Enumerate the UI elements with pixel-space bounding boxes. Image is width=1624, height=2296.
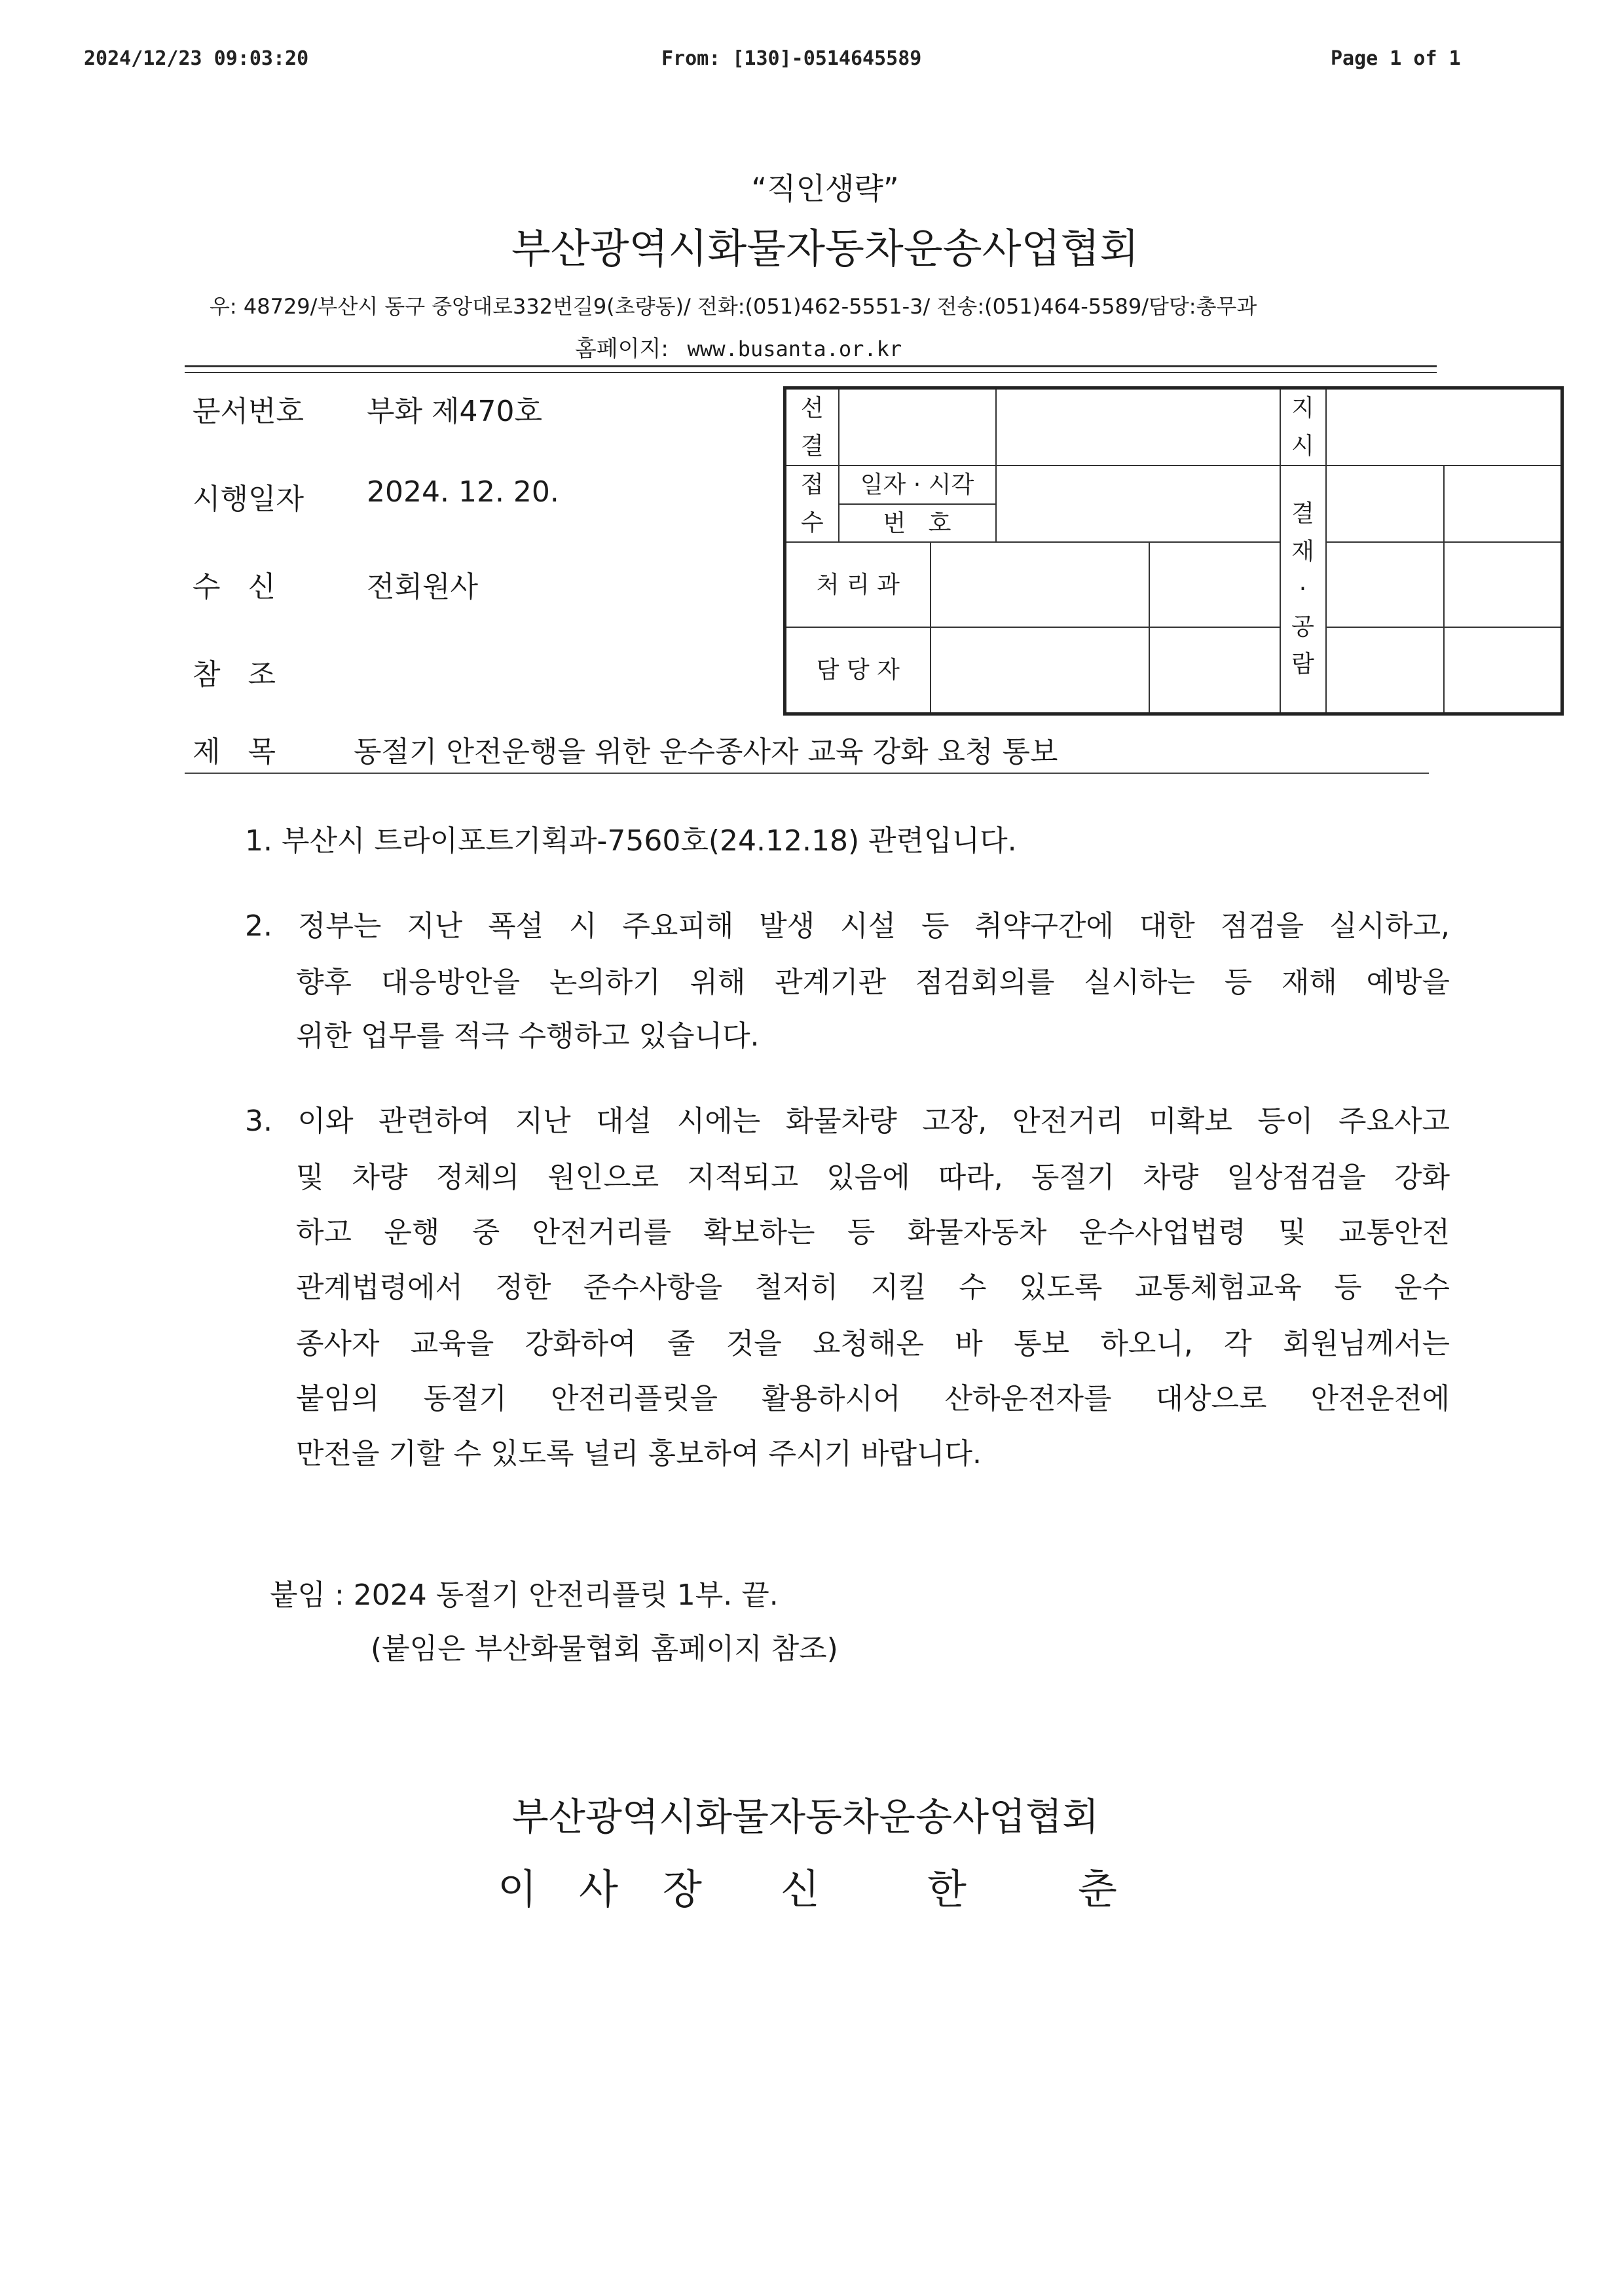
title-char-3: 장 — [663, 1865, 702, 1913]
body-item-3-line-7: 만전을 기할 수 있도록 널리 홍보하여 주시기 바랍니다. — [296, 1437, 982, 1470]
approval-box — [783, 386, 1564, 716]
name-char-3: 춘 — [1078, 1865, 1117, 1913]
homepage-line — [575, 331, 902, 363]
processing-dept-cell — [931, 542, 1149, 627]
body-item-3-line-2: 및 차량 정체의 원인으로 지적되고 있음에 따라, 동절기 차량 일상점검을 강화 — [296, 1161, 1450, 1194]
header-rule-bottom — [185, 372, 1437, 373]
signature-organization: 부산광역시화물자동차운송사업협회 — [511, 1795, 1099, 1839]
subject-rule — [185, 773, 1429, 774]
seongyeol-cell-2 — [996, 388, 1280, 466]
approval-cell-2a — [1326, 542, 1444, 627]
header-rule-top — [185, 365, 1437, 367]
name-char-1: 신 — [781, 1865, 820, 1913]
instruction-label: 지 시 — [1280, 388, 1326, 466]
recipient-value: 전회원사 — [367, 570, 479, 604]
person-in-charge-cell-2 — [1149, 627, 1280, 714]
approval-cell-1b — [1444, 465, 1562, 542]
approval-cell-1a — [1326, 465, 1444, 542]
date-label: 시행일자 — [193, 483, 304, 516]
person-in-charge-cell — [931, 627, 1149, 714]
subject-value: 동절기 안전운행을 위한 운수종사자 교육 강화 요청 통보 — [354, 735, 1058, 769]
approval-cell-2b — [1444, 542, 1562, 627]
jeopsu-label: 접 수 — [785, 465, 839, 542]
processing-dept-label: 처 리 과 — [785, 542, 931, 627]
instruction-cell — [1326, 388, 1562, 466]
doc-no-label: 문서번호 — [193, 395, 304, 428]
seongyeol-cell — [839, 388, 996, 466]
reference-label: 참 조 — [193, 658, 276, 691]
signature-title-name — [0, 1857, 1624, 1913]
person-in-charge-label: 담 당 자 — [785, 627, 931, 714]
body-item-2-line-2: 향후 대응방안을 논의하기 위해 관계기관 점검회의를 실시하는 등 재해 예방을 — [296, 966, 1450, 999]
body-item-3-line-3: 하고 운행 중 안전거리를 확보하는 등 화물자동차 운수사업법령 및 교통안전 — [296, 1216, 1450, 1249]
approval-cell-3b — [1444, 627, 1562, 714]
organization-name: 부산광역시화물자동차운송사업협회 — [511, 225, 1139, 272]
doc-no-value: 부화 제470호 — [367, 395, 542, 428]
body-item-2-line-3: 위한 업무를 적극 수행하고 있습니다. — [296, 1019, 760, 1053]
attachment-line: 붙임 : 2024 동절기 안전리플릿 1부. 끝. — [270, 1578, 779, 1612]
fax-page: Page 1 of 1 — [1331, 47, 1461, 70]
date-time-label: 일자 · 시각 — [839, 465, 996, 504]
title-char-2: 사 — [579, 1865, 618, 1913]
body-item-3-line-6: 붙임의 동절기 안전리플릿을 활용하시어 산하운전자를 대상으로 안전운전에 — [296, 1382, 1450, 1415]
fax-from: From: [130]-0514645589 — [661, 47, 922, 70]
title-char-1: 이 — [498, 1865, 537, 1913]
body-item-3-line-5: 종사자 교육을 강화하여 줄 것을 요청해온 바 통보 하오니, 각 회원님께서는 — [296, 1327, 1450, 1360]
approval-public-label: 결 재 · 공 람 — [1280, 465, 1326, 714]
homepage-label: 홈페이지: — [575, 336, 669, 362]
body-item-3-line-4: 관계법령에서 정한 준수사항을 철저히 지킬 수 있도록 교통체험교육 등 운수 — [296, 1271, 1450, 1304]
date-value: 2024. 12. 20. — [367, 475, 559, 509]
body-item-3-line-1: 3. 이와 관련하여 지난 대설 시에는 화물차량 고장, 안전거리 미확보 등이 주요사고 — [245, 1104, 1450, 1138]
number-label: 번 호 — [839, 504, 996, 543]
recipient-label: 수 신 — [193, 570, 276, 604]
seongyeol-label: 선 결 — [785, 388, 839, 466]
attachment-note: (붙임은 부산화물협회 홈페이지 참조) — [371, 1632, 838, 1666]
body-item-2-line-1: 2. 정부는 지난 폭설 시 주요피해 발생 시설 등 취약구간에 대한 점검을 실시하고, — [245, 909, 1450, 943]
jeopsu-cell — [996, 465, 1280, 542]
body-item-1: 1. 부산시 트라이포트기획과-7560호(24.12.18) 관련입니다. — [245, 824, 1017, 858]
processing-dept-cell-2 — [1149, 542, 1280, 627]
name-char-2: 한 — [927, 1865, 967, 1913]
org-address: 우: 48729/부산시 동구 중앙대로332번길9(초량동)/ 전화:(051)462-5551-3/ 전송:(051)464-5589/담당:총무과 — [210, 294, 1257, 319]
seal-omitted-note: “직인생략” — [751, 171, 899, 206]
homepage-url[interactable]: www.busanta.or.kr — [687, 337, 902, 361]
subject-label: 제 목 — [193, 735, 276, 769]
fax-datetime: 2024/12/23 09:03:20 — [84, 47, 309, 70]
approval-cell-3a — [1326, 627, 1444, 714]
